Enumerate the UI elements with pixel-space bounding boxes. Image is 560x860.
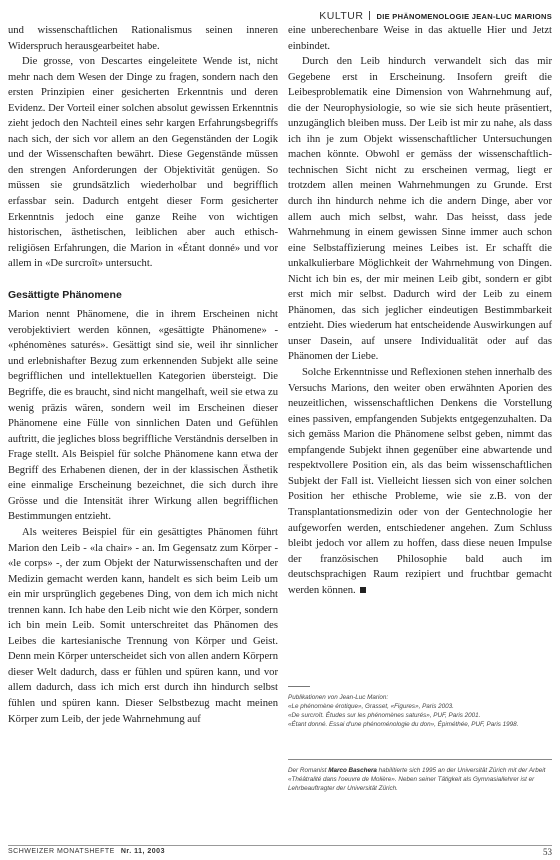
bio-text: habilitierte sich 1995 an der Universität Zürich mit der Arbeit «Théâtralité dans l'oeuvre de Molière». Neben seiner Tätigkeit als Gymnasiallehrer ist er Lehrbeauftragter der Universität Zürich.: [288, 767, 546, 792]
paragraph: Durch den Leib hindurch verwandelt sich das mir Gegebene erst in Erscheinung. Insofern greift die Leibesproblematik eine Dimension von Wahrnehmung auf, die der Neurophysiologie, so wie sie sich heute präsentiert, unzugänglich bleiben muss. Der Leib ist mir zu nahe, als dass ich ihn je zum Objekt wissenschaftlicher Untersuchungen machen könnte. Obwohl er gemäss der wissenschaftlich-technischen Sicht nicht zu erscheinen vermag, liegt er trotzdem allen meinen Wahrnehmungen zu Grunde. Erst durch ihn hindurch nehme ich die andern Dinge, aber vor allem auch mich selbst, wahr. Das heisst, dass jede Wahrnehmung in einem gewissen Sinne immer auch schon eine Selbstaffizierung meines Leibes ist. Er schafft die unkalkulierbare Möglichkeit der Wahrnehmung von Dingen. Nicht ich bin es, der mir meinen Leib gibt, sondern er gibt erst mich mir selbst. Dadurch wird der Leib zu einem Phänomen, das sich jeglicher eindeutigen Bestimmbarkeit entzieht. Dies wiederum hat entscheidende Auswirkungen auf unser Dasein, auf unsere Individualität oder auf das Phänomen der Liebe.: [288, 56, 552, 363]
author-name: Marco Baschera: [328, 767, 377, 774]
divider: [288, 686, 310, 687]
left-column: [8, 23, 278, 727]
paragraph-text: Solche Erkenntnisse und Reflexionen stehen innerhalb des Versuchs Marions, den weiter oben erwähnten Aporien des neuzeitlichen, wissenschaftlichen Denkens die Vorstellung eines passiven, empfangenden Subjekts entgegenzuhalten. Da sich gemäss Marion die Phänomene selbst geben, nimmt das empfangende Subjekt ihnen gegenüber eine abwartende und respektvollere Position ein, als das beim wissenschaftlichen Subjekt der Fall ist. Vielleicht liessen sich von einer solchen Position her ethische Probleme, wie sie z.B. von der Transplantationsmedizin oder von der Gentechnologie her aufgeworfen werden, entschiedener angehen. Zum Schluss bleibt jedoch vor allem zu hoffen, dass diese neuen Impulse der französischen Philosophie bald auch im deutschsprachigen Raum rezipiert und fruchtbar gemacht werden können.: [288, 367, 552, 596]
author-bio: [288, 759, 552, 793]
issue-number: Nr. 11, 2003: [120, 848, 165, 855]
publication-item: «Le phénomène érotique», Grasset, «Figures», Paris 2003.: [288, 703, 454, 710]
page-number: 53: [543, 847, 552, 857]
paragraph: Marion nennt Phänomene, die in ihrem Erscheinen nicht verobjektiviert werden können, «gesättigte Phänomene» - «phénomènes saturés». Gesättigt sind sie, weil ihr sinnlicher und erlebnishafter Bezug zum erkennenden Subjekt alle seine begrifflichen und intellektuellen Kategorien übersteigt. Die Begriffe, die es braucht, sind nicht mangelhaft, weil sie etwa zu wenig präzis wären, sondern weil im Erscheinen dieser Phänomene eine Fülle von sinnlichen Daten und Gefühlen auftritt, die jegliches bloss begriffliche Verständnis derselben in Frage stellt. Als Beispiel für solche Phänomene kann etwa der Begriff des Erhabenen dienen, der in der klassischen Ästhetik eine einmalige Erscheinung bezeichnet, die sich durch ihre Grösse und die Intensität ihrer Wirkung allen begrifflichen Bestimmungen entzieht.: [8, 309, 278, 523]
end-mark: [360, 587, 366, 593]
publications-heading: Publikationen von Jean-Luc Marion:: [288, 694, 389, 701]
running-title: DIE PHÄNOMENOLOGIE JEAN-LUC MARIONS: [376, 12, 552, 21]
section-name: KULTUR: [319, 10, 364, 22]
header-divider: [369, 11, 370, 20]
paragraph: [288, 365, 552, 598]
page-footer: [8, 845, 552, 860]
right-column: [288, 23, 552, 598]
paragraph: eine unberechenbare Weise in das aktuelle Hier und Jetzt einbindet.: [288, 25, 552, 52]
running-header: [319, 6, 552, 20]
journal-name: SCHWEIZER MONATSHEFTE: [8, 848, 115, 855]
paragraph: Als weiteres Beispiel für ein gesättigtes Phänomen führt Marion den Leib - «la chair» - an. Im Gegensatz zum Körper - «le corps» -, der zum Objekt der Naturwissenschaften und der Medizin gemacht werden kann, handelt es sich beim Leib um ein mir ursprünglich gegebenes Ding, von dem ich mich nicht trennen kann. Ich habe den Leib nicht wie den Körper, sondern ich bin mein Leib. Somit unterschreitet das Phänomen des Leibes die kartesianische Trennung von Körper und Geist. Denn mein Körper unterscheidet sich von allen andern Körpern dieser Welt dadurch, dass er fühlen und spüren kann, und vor allem dadurch, dass ich mich erst durch ihn hindurch selbst fühlen und spüren kann. Dieser Selbstbezug macht meinen Körper zum Leib, der jede Wahrnehmung auf: [8, 526, 278, 725]
paragraph: und wissenschaftlichen Rationalismus seinen inneren Widerspruch herausgearbeitet habe.: [8, 25, 278, 52]
section-heading: Gesättigte Phänomene: [8, 288, 122, 301]
bio-text: Der Romanist: [288, 767, 329, 774]
publications-box: [288, 686, 552, 729]
publication-item: «De surcroît. Études sur les phénomènes saturés», PUF, Paris 2001.: [288, 712, 481, 719]
publication-item: «Étant donné. Essai d'une phénoménologie du don», Épiméthée, PUF, Paris 1998.: [288, 721, 519, 728]
paragraph: Die grosse, von Descartes eingeleitete Wende ist, nicht mehr nach dem Wesen der Dinge zu fragen, sondern nach den ersten Prinzipien einer gesicherten Erkenntnis und deren Evidenz. Der Vorteil einer solchen absolut gewissen Erkenntnis zieht jedoch den Nachteil eines sehr kargen Erfahrungsbegriffs nach sich, der sich vor allem an den Gegenständen der Logik und der Wissenschaften bewährt. Diese Gegenstände müssen den strengen Anforderungen der Objektivität genügen. So müssen sie grundsätzlich wiederholbar und begrifflich erfassbar sein. Dadurch entgeht dieser Form gesicherter Erkenntnis jedoch eine ganze Reihe von wichtigen historischen, ästhetischen, leiblichen aber auch ethisch-religiösen Erfahrungen, die Marion in «Étant donné» und vor allem in «De surcroît» untersucht.: [8, 56, 278, 270]
